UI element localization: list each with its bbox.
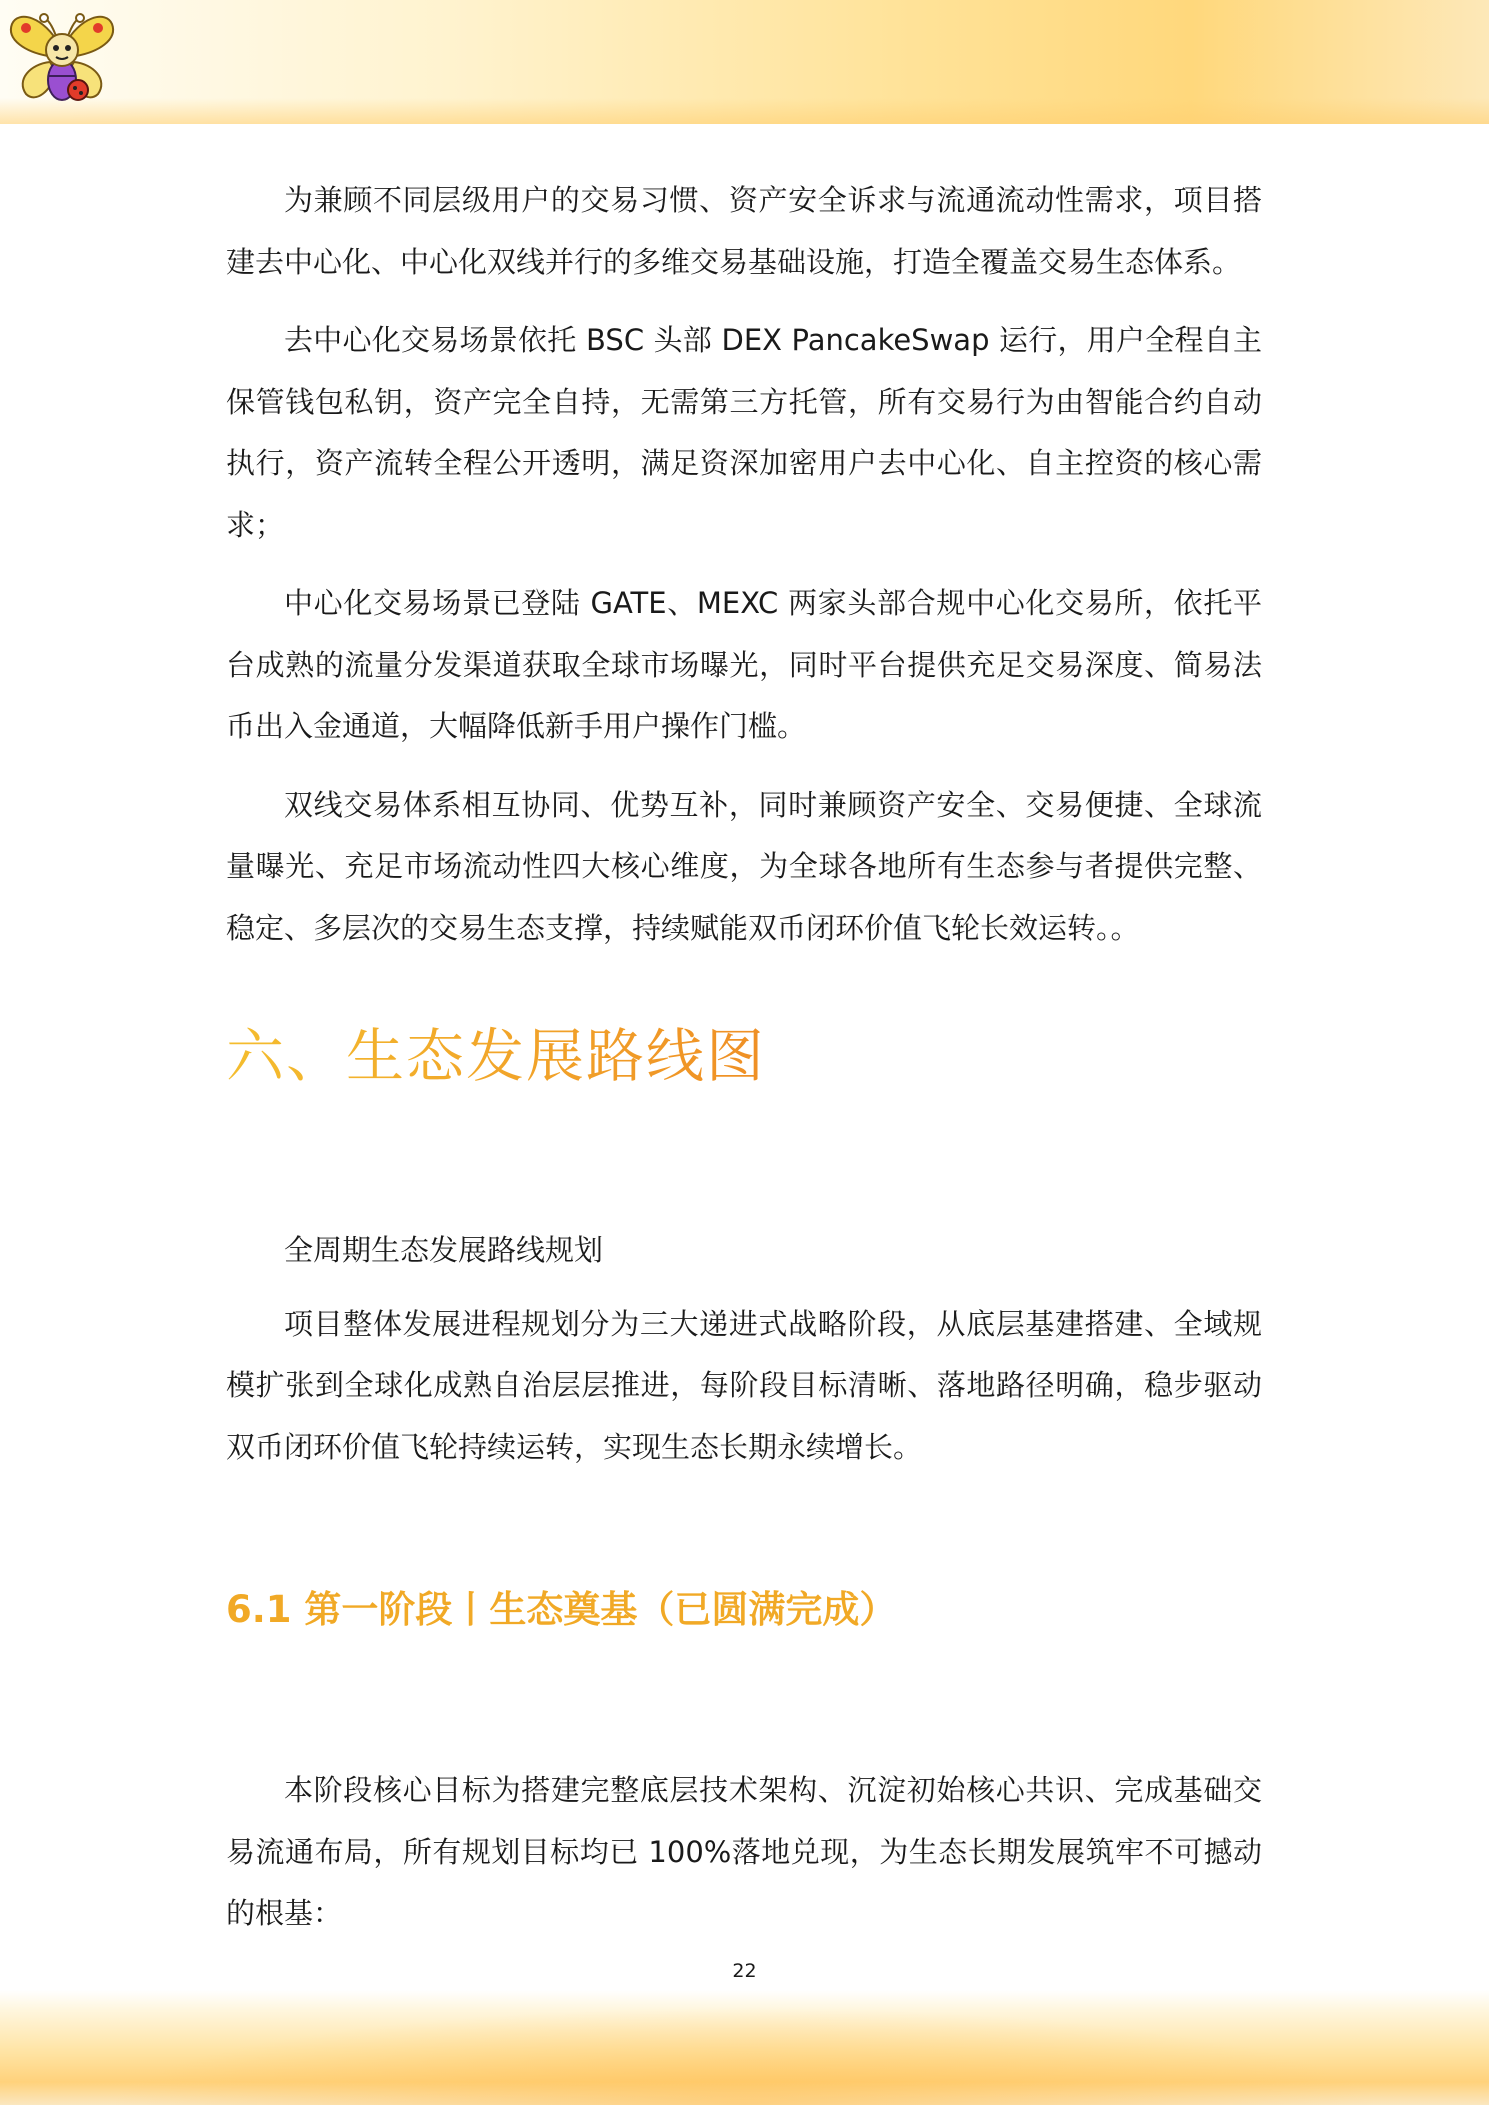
page-footer-band [0, 1990, 1489, 2105]
phase1-paragraph: 本阶段核心目标为搭建完整底层技术架构、沉淀初始核心共识、完成基础交易流通布局，所有规划目标均已 100%落地兑现，为生态长期发展筑牢不可撼动的根基： [226, 1773, 1262, 1930]
page-number: 22 [732, 1960, 757, 1982]
intro-paragraph-1: 为兼顾不同层级用户的交易习惯、资产安全诉求与流通流动性需求，项目搭建去中心化、中心化双线并行的多维交易基础设施，打造全覆盖交易生态体系。 [226, 183, 1262, 279]
section-heading: 六、生态发展路线图 [226, 1016, 766, 1096]
subsection-heading: 6.1 第一阶段丨生态奠基（已圆满完成） [226, 1588, 897, 1631]
intro-paragraph-3: 中心化交易场景已登陆 GATE、MEXC 两家头部合规中心化交易所，依托平台成熟的流量分发渠道获取全球市场曝光，同时平台提供充足交易深度、简易法币出入金通道，大幅降低新手用户操作门槛。 [226, 586, 1262, 743]
page-header-band [0, 0, 1489, 124]
intro-paragraph-4: 双线交易体系相互协同、优势互补，同时兼顾资产安全、交易便捷、全球流量曝光、充足市场流动性四大核心维度，为全球各地所有生态参与者提供完整、稳定、多层次的交易生态支撑，持续赋能双币闭环价值飞轮长效运转。。 [226, 787, 1262, 945]
butterfly-ladybug-mascot-icon [4, 6, 120, 108]
intro-paragraph-2: 去中心化交易场景依托 BSC 头部 DEX PancakeSwap 运行，用户全程自主保管钱包私钥，资产完全自持，无需第三方托管，所有交易行为由智能合约自动执行，资产流转全程公开透明，满足资深加密用户去中心化、自主控资的核心需求； [226, 323, 1262, 542]
roadmap-paragraph: 项目整体发展进程规划分为三大递进式战略阶段，从底层基建搭建、全域规模扩张到全球化成熟自治层层推进，每阶段目标清晰、落地路径明确，稳步驱动双币闭环价值飞轮持续运转，实现生态长期永续增长。 [226, 1306, 1262, 1464]
roadmap-lead: 全周期生态发展路线规划 [284, 1233, 604, 1267]
document-body [226, 170, 1262, 1962]
